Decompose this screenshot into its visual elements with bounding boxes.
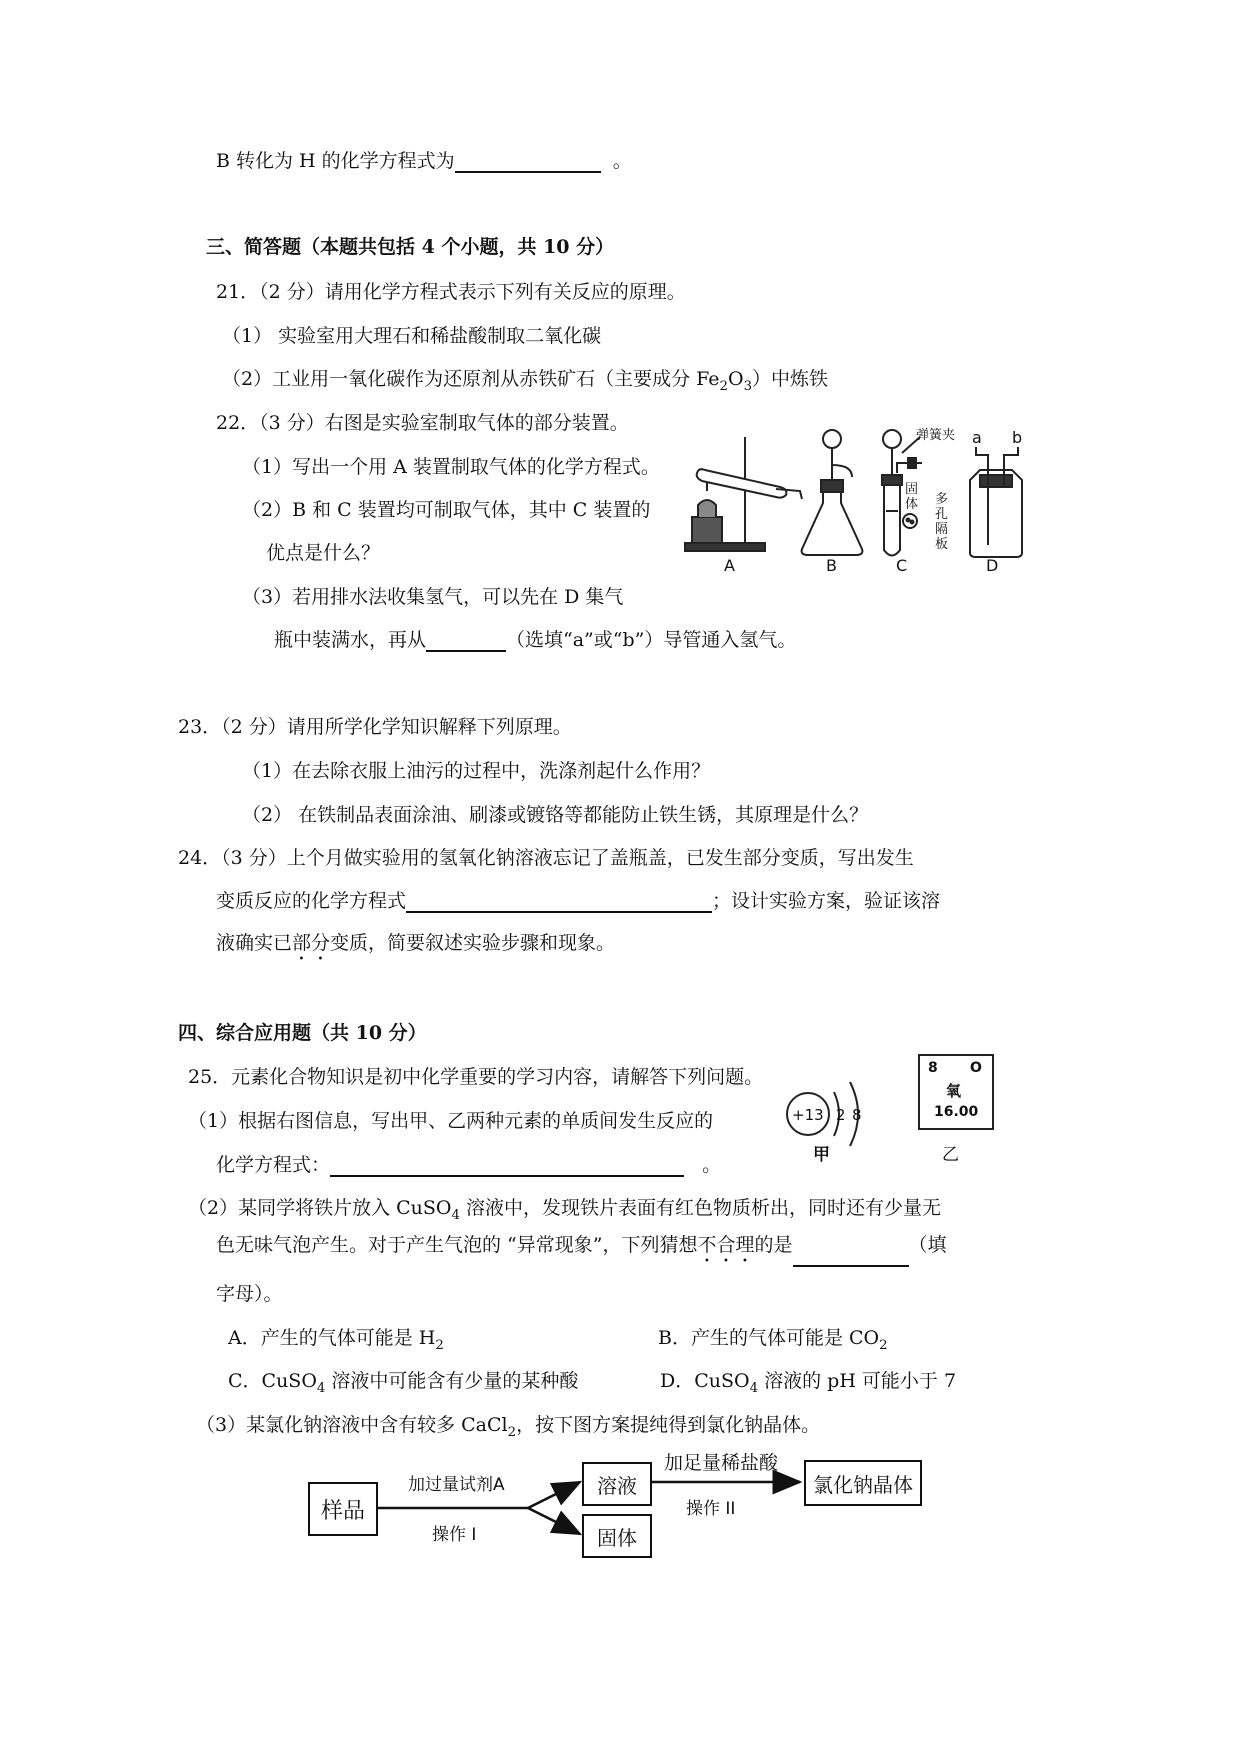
apparatus-tube-b-label: b — [1012, 428, 1023, 447]
q24-line2 — [216, 886, 940, 913]
q25-option-c-text-a: C．CuSO — [228, 1370, 317, 1392]
q25-part2-sub: 4 — [451, 1207, 460, 1223]
atom-structure-figure — [780, 1072, 890, 1162]
q25-part2-line2 — [216, 1230, 947, 1267]
q22-part3-text-b: （选填“a”或“b”）导管通入氢气。 — [506, 629, 797, 651]
q24-line1: 24．（3 分）上个月做实验用的氢氧化钠溶液忘记了盖瓶盖，已发生部分变质，写出发生 — [178, 847, 914, 869]
q25-option-b-sub: 2 — [879, 1337, 888, 1353]
q23-part1: （1）在去除衣服上油污的过程中，洗涤剂起什么作用？ — [242, 760, 711, 782]
atom-label-jia: 甲 — [813, 1145, 830, 1165]
apparatus-b-drawing — [802, 430, 863, 555]
apparatus-a-drawing — [685, 437, 802, 551]
q22-part3-line1: （3）若用排水法收集氢气，可以先在 D 集气 — [242, 586, 624, 608]
q24-line3-text-b: 变质，简要叙述实验步骤和现象。 — [330, 932, 616, 954]
q25-part1-text-b: 。 — [702, 1154, 722, 1176]
q23-part2: （2） 在铁制品表面涂油、刷漆或镀铬等都能防止铁生锈，其原理是什么？ — [242, 804, 869, 826]
q21-part2-text-b: O — [728, 368, 744, 390]
section4-title: 四、综合应用题（共 10 分） — [178, 1022, 427, 1044]
q24-line2-text-b: ；设计实验方案，验证该溶 — [712, 890, 941, 912]
q23-stem: 23．（2 分）请用所学化学知识解释下列原理。 — [178, 716, 572, 738]
answer-blank-q24[interactable] — [406, 891, 712, 913]
element-symbol: O — [970, 1060, 982, 1076]
q25-part1-line1: （1）根据右图信息，写出甲、乙两种元素的单质间发生反应的 — [188, 1110, 714, 1132]
section3-title: 三、简答题（本题共包括 4 个小题，共 10 分） — [206, 236, 615, 258]
q25-part3 — [196, 1410, 820, 1440]
q25-option-c — [228, 1366, 578, 1396]
apparatus-solid-label: 固体 — [905, 482, 919, 512]
q25-part2-text-b: 溶液中，发现铁片表面有红色物质析出，同时还有少量无 — [459, 1197, 942, 1219]
q25-part2-line1 — [188, 1193, 941, 1223]
q25-option-d-text-b: 溶液的 pH 可能小于 7 — [758, 1370, 957, 1392]
element-mass: 16.00 — [934, 1104, 979, 1120]
answer-blank-q22[interactable] — [426, 630, 506, 652]
element-name: 氧 — [946, 1082, 962, 1100]
q21-part2-text-c: ）中炼铁 — [752, 368, 829, 390]
apparatus-label-b: B — [826, 556, 837, 575]
q25-part3-text-b: ，按下图方案提纯得到氯化钠晶体。 — [516, 1414, 821, 1436]
q25-option-d-text-a: D．CuSO — [660, 1370, 750, 1392]
q21-part1: （1） 实验室用大理石和稀盐酸制取二氧化碳 — [222, 325, 602, 347]
q25-option-c-text-b: 溶液中可能含有少量的某种酸 — [325, 1370, 579, 1392]
q21-part2-sub1: 2 — [719, 378, 728, 394]
apparatus-d-drawing — [970, 447, 1022, 557]
flow-product-box: 氯化钠晶体 — [804, 1460, 922, 1506]
apparatus-tube-a-label: a — [972, 428, 982, 447]
q22-stem: 22．（3 分）右图是实验室制取气体的部分装置。 — [216, 412, 629, 434]
atom-shell1-count: 2 — [836, 1106, 846, 1124]
atom-shell2-count: 8 — [852, 1106, 862, 1124]
q22-part1: （1）写出一个用 A 装置制取气体的化学方程式。 — [242, 456, 660, 478]
q25-part3-sub: 2 — [507, 1424, 517, 1440]
q22-part3-line2 — [274, 625, 796, 652]
q20-tail-period: 。 — [612, 150, 632, 172]
element-label-yi: 乙 — [942, 1145, 959, 1165]
q25-part1-line2 — [216, 1150, 721, 1177]
flow-acid-label: 加足量稀盐酸 — [664, 1452, 779, 1474]
q24-line3-text-a: 液确实已 — [216, 932, 293, 954]
q25-option-a — [228, 1323, 444, 1353]
q24-line3 — [216, 928, 615, 965]
q25-option-c-sub: 4 — [316, 1380, 326, 1396]
q25-part3-text-a: （3）某氯化钠溶液中含有较多 CaCl — [196, 1414, 508, 1436]
q24-line2-text-a: 变质反应的化学方程式 — [216, 890, 407, 912]
flow-sample-box: 样品 — [308, 1482, 378, 1536]
atom-nucleus-charge: +13 — [792, 1106, 824, 1124]
q21-part2-text-a: （2）工业用一氧化碳作为还原剂从赤铁矿石（主要成分 Fe — [222, 368, 720, 390]
q21-stem: 21．（2 分）请用化学方程式表示下列有关反应的原理。 — [216, 281, 686, 303]
answer-blank-q25-2[interactable] — [793, 1245, 909, 1267]
apparatus-label-a: A — [724, 556, 735, 575]
apparatus-figure — [680, 425, 1040, 575]
q25-emphasis-text: 不合理 — [697, 1234, 755, 1256]
q25-part2-line3: 字母）。 — [216, 1283, 283, 1305]
answer-blank-q25-1[interactable] — [330, 1155, 684, 1177]
flow-solid-box: 固体 — [582, 1514, 652, 1558]
q20-tail-text: B 转化为 H 的化学方程式为 — [216, 150, 455, 172]
q25-part2-text-a: （2）某同学将铁片放入 CuSO — [188, 1197, 452, 1219]
flow-solution-box: 溶液 — [582, 1462, 652, 1506]
q22-part2-line2: 优点是什么？ — [266, 542, 381, 564]
q22-part3-text-a: 瓶中装满水，再从 — [274, 629, 427, 651]
q25-option-b — [658, 1323, 888, 1353]
q25-option-a-text: A．产生的气体可能是 H — [228, 1327, 436, 1349]
q25-option-a-sub: 2 — [435, 1337, 444, 1353]
q25-option-d — [660, 1366, 956, 1396]
answer-blank-q20[interactable] — [455, 151, 601, 173]
apparatus-clip-label: 弹簧夹 — [916, 428, 956, 443]
q22-part2-line1: （2）B 和 C 装置均可制取气体，其中 C 装置的 — [242, 499, 651, 521]
q25-option-d-sub: 4 — [749, 1380, 759, 1396]
q25-part2-line2-text-c: （填 — [908, 1234, 947, 1256]
q20-tail-line — [216, 146, 632, 173]
element-number: 8 — [928, 1060, 938, 1076]
apparatus-plate-label: 多孔隔板 — [935, 492, 949, 552]
q21-part2-sub2: 3 — [743, 378, 753, 394]
apparatus-label-d: D — [986, 556, 999, 575]
apparatus-label-c: C — [896, 556, 908, 575]
q25-part1-text-a: 化学方程式： — [216, 1154, 331, 1176]
q24-emphasis-text: 部分 — [292, 932, 331, 954]
q25-part2-line2-text-a: 色无味气泡产生。对于产生气泡的 “异常现象”，下列猜想 — [216, 1234, 698, 1256]
flow-op2-label: 操作 II — [686, 1499, 736, 1519]
flow-reagent-label: 加过量试剂A — [408, 1475, 505, 1495]
flow-op1-label: 操作 I — [432, 1525, 477, 1545]
q21-part2 — [222, 364, 828, 394]
q25-option-b-text: B．产生的气体可能是 CO — [658, 1327, 880, 1349]
q25-stem: 25．元素化合物知识是初中化学重要的学习内容，请解答下列问题。 — [188, 1066, 764, 1088]
element-card — [918, 1054, 994, 1130]
q25-part2-line2-text-b: 的是 — [754, 1234, 793, 1256]
